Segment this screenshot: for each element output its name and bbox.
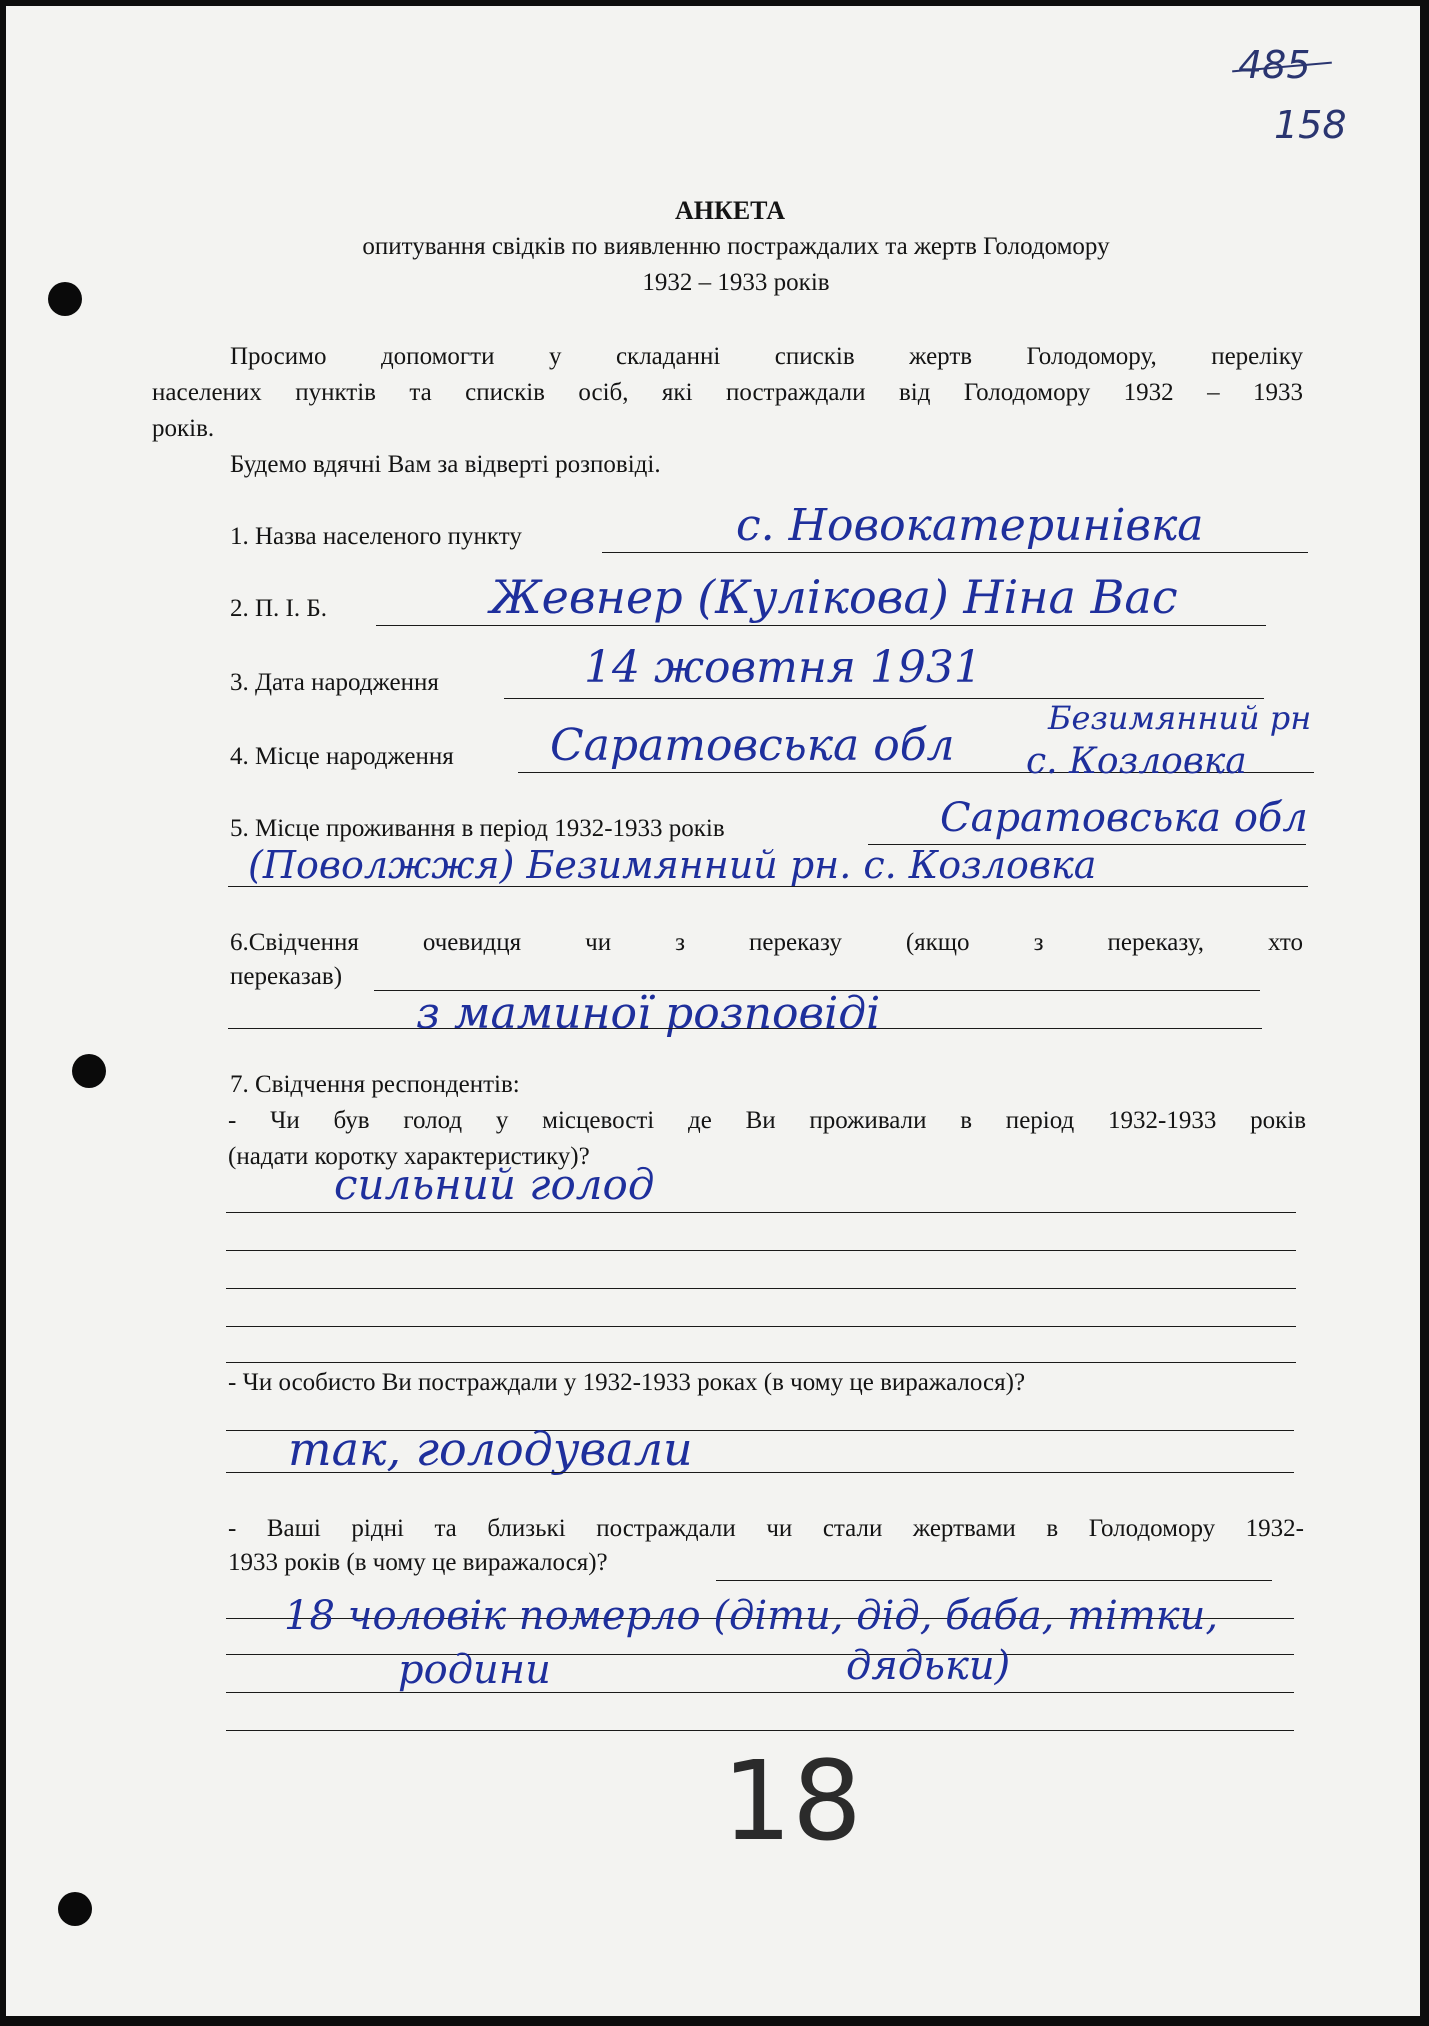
respondents-heading: 7. Свідчення респондентів: — [230, 1071, 520, 1098]
intro-thanks: Будемо вдячні Вам за відверті розповіді. — [230, 451, 661, 478]
form-subtitle-line2: 1932 – 1933 років — [642, 269, 830, 296]
birth-place-value-line2: Безимянний рн — [1048, 699, 1312, 737]
birth-place-value-line3: с. Козловка — [1026, 741, 1247, 782]
punch-hole-top — [48, 282, 82, 316]
answer1-line-2 — [226, 1250, 1296, 1251]
archive-number: 158 — [1274, 103, 1347, 147]
questionnaire-sheet — [6, 6, 1420, 2016]
name-underline — [376, 625, 1266, 626]
birth-date-value: 14 жовтня 1931 — [584, 642, 982, 693]
question1-line2: (надати коротку характеристику)? — [228, 1143, 590, 1170]
form-title: АНКЕТА — [674, 196, 786, 225]
answer3-line2-end: дядьки) — [846, 1643, 1011, 1689]
answer3-line-4 — [226, 1692, 1294, 1693]
answer2: так, голодували — [288, 1422, 693, 1476]
name-label: 2. П. І. Б. — [230, 595, 327, 622]
intro-line2: населених пунктів та списків осіб, які постраждали від Голодомору 1932 – 1933 — [152, 379, 1303, 406]
testimony-source-value: з маминої розповіді — [416, 988, 881, 1039]
birth-place-value-line1: Саратовська обл — [550, 720, 955, 771]
answer3-line-3 — [226, 1654, 1294, 1655]
answer3-line2-start: родини — [398, 1647, 551, 1693]
birth-date-label: 3. Дата народження — [230, 669, 439, 696]
residence-value-line1: Саратовська обл — [940, 795, 1308, 841]
residence-value-line2: (Поволжжя) Безимянний рн. с. Козловка — [248, 843, 1097, 887]
answer1-line-1 — [226, 1212, 1296, 1213]
settlement-label: 1. Назва населеного пункту — [230, 523, 522, 550]
answer1-line-5 — [226, 1362, 1296, 1363]
form-subtitle-line1: опитування свідків по виявленню постраждалих та жертв Голодомору — [362, 233, 1110, 260]
question3-line2: 1933 років (в чому це виражалося)? — [228, 1549, 608, 1576]
answer3-line-5 — [226, 1730, 1294, 1731]
testimony-source-label-line1: 6.Свідчення очевидця чи з переказу (якщо з переказу, хто — [230, 929, 1303, 956]
archive-struck-number: 485 — [1238, 43, 1311, 87]
intro-line1: Просимо допомогти у складанні списків жертв Голодомору, переліку — [230, 343, 1303, 370]
answer3-line-1 — [716, 1580, 1272, 1581]
settlement-value: с. Новокатеринівка — [736, 500, 1204, 551]
testimony-source-underline-2 — [228, 1028, 1262, 1029]
settlement-underline — [602, 552, 1308, 553]
footer-number: 18 — [722, 1737, 862, 1865]
answer1-line-3 — [226, 1288, 1296, 1289]
punch-hole-bottom — [58, 1892, 92, 1926]
answer3-line1: 18 чоловік померло (діти, дід, баба, тітки, — [284, 1593, 1219, 1639]
testimony-source-label-line2: переказав) — [230, 963, 343, 990]
name-value: Жевнер (Кулікова) Ніна Вас — [490, 570, 1178, 624]
answer2-line-2 — [226, 1472, 1294, 1473]
answer1-line-4 — [226, 1326, 1296, 1327]
question1-line1: - Чи був голод у місцевості де Ви проживали в період 1932-1933 років — [228, 1107, 1306, 1134]
residence-label: 5. Місце проживання в період 1932-1933 років — [230, 815, 725, 842]
intro-line3: років. — [152, 415, 215, 442]
question2: - Чи особисто Ви постраждали у 1932-1933 роках (в чому це виражалося)? — [228, 1369, 1026, 1396]
answer1: сильний голод — [334, 1160, 655, 1209]
question3-line1: - Ваші рідні та близькі постраждали чи стали жертвами в Голодомору 1932- — [228, 1515, 1304, 1542]
birth-place-label: 4. Місце народження — [230, 743, 454, 770]
punch-hole-middle — [72, 1054, 106, 1088]
